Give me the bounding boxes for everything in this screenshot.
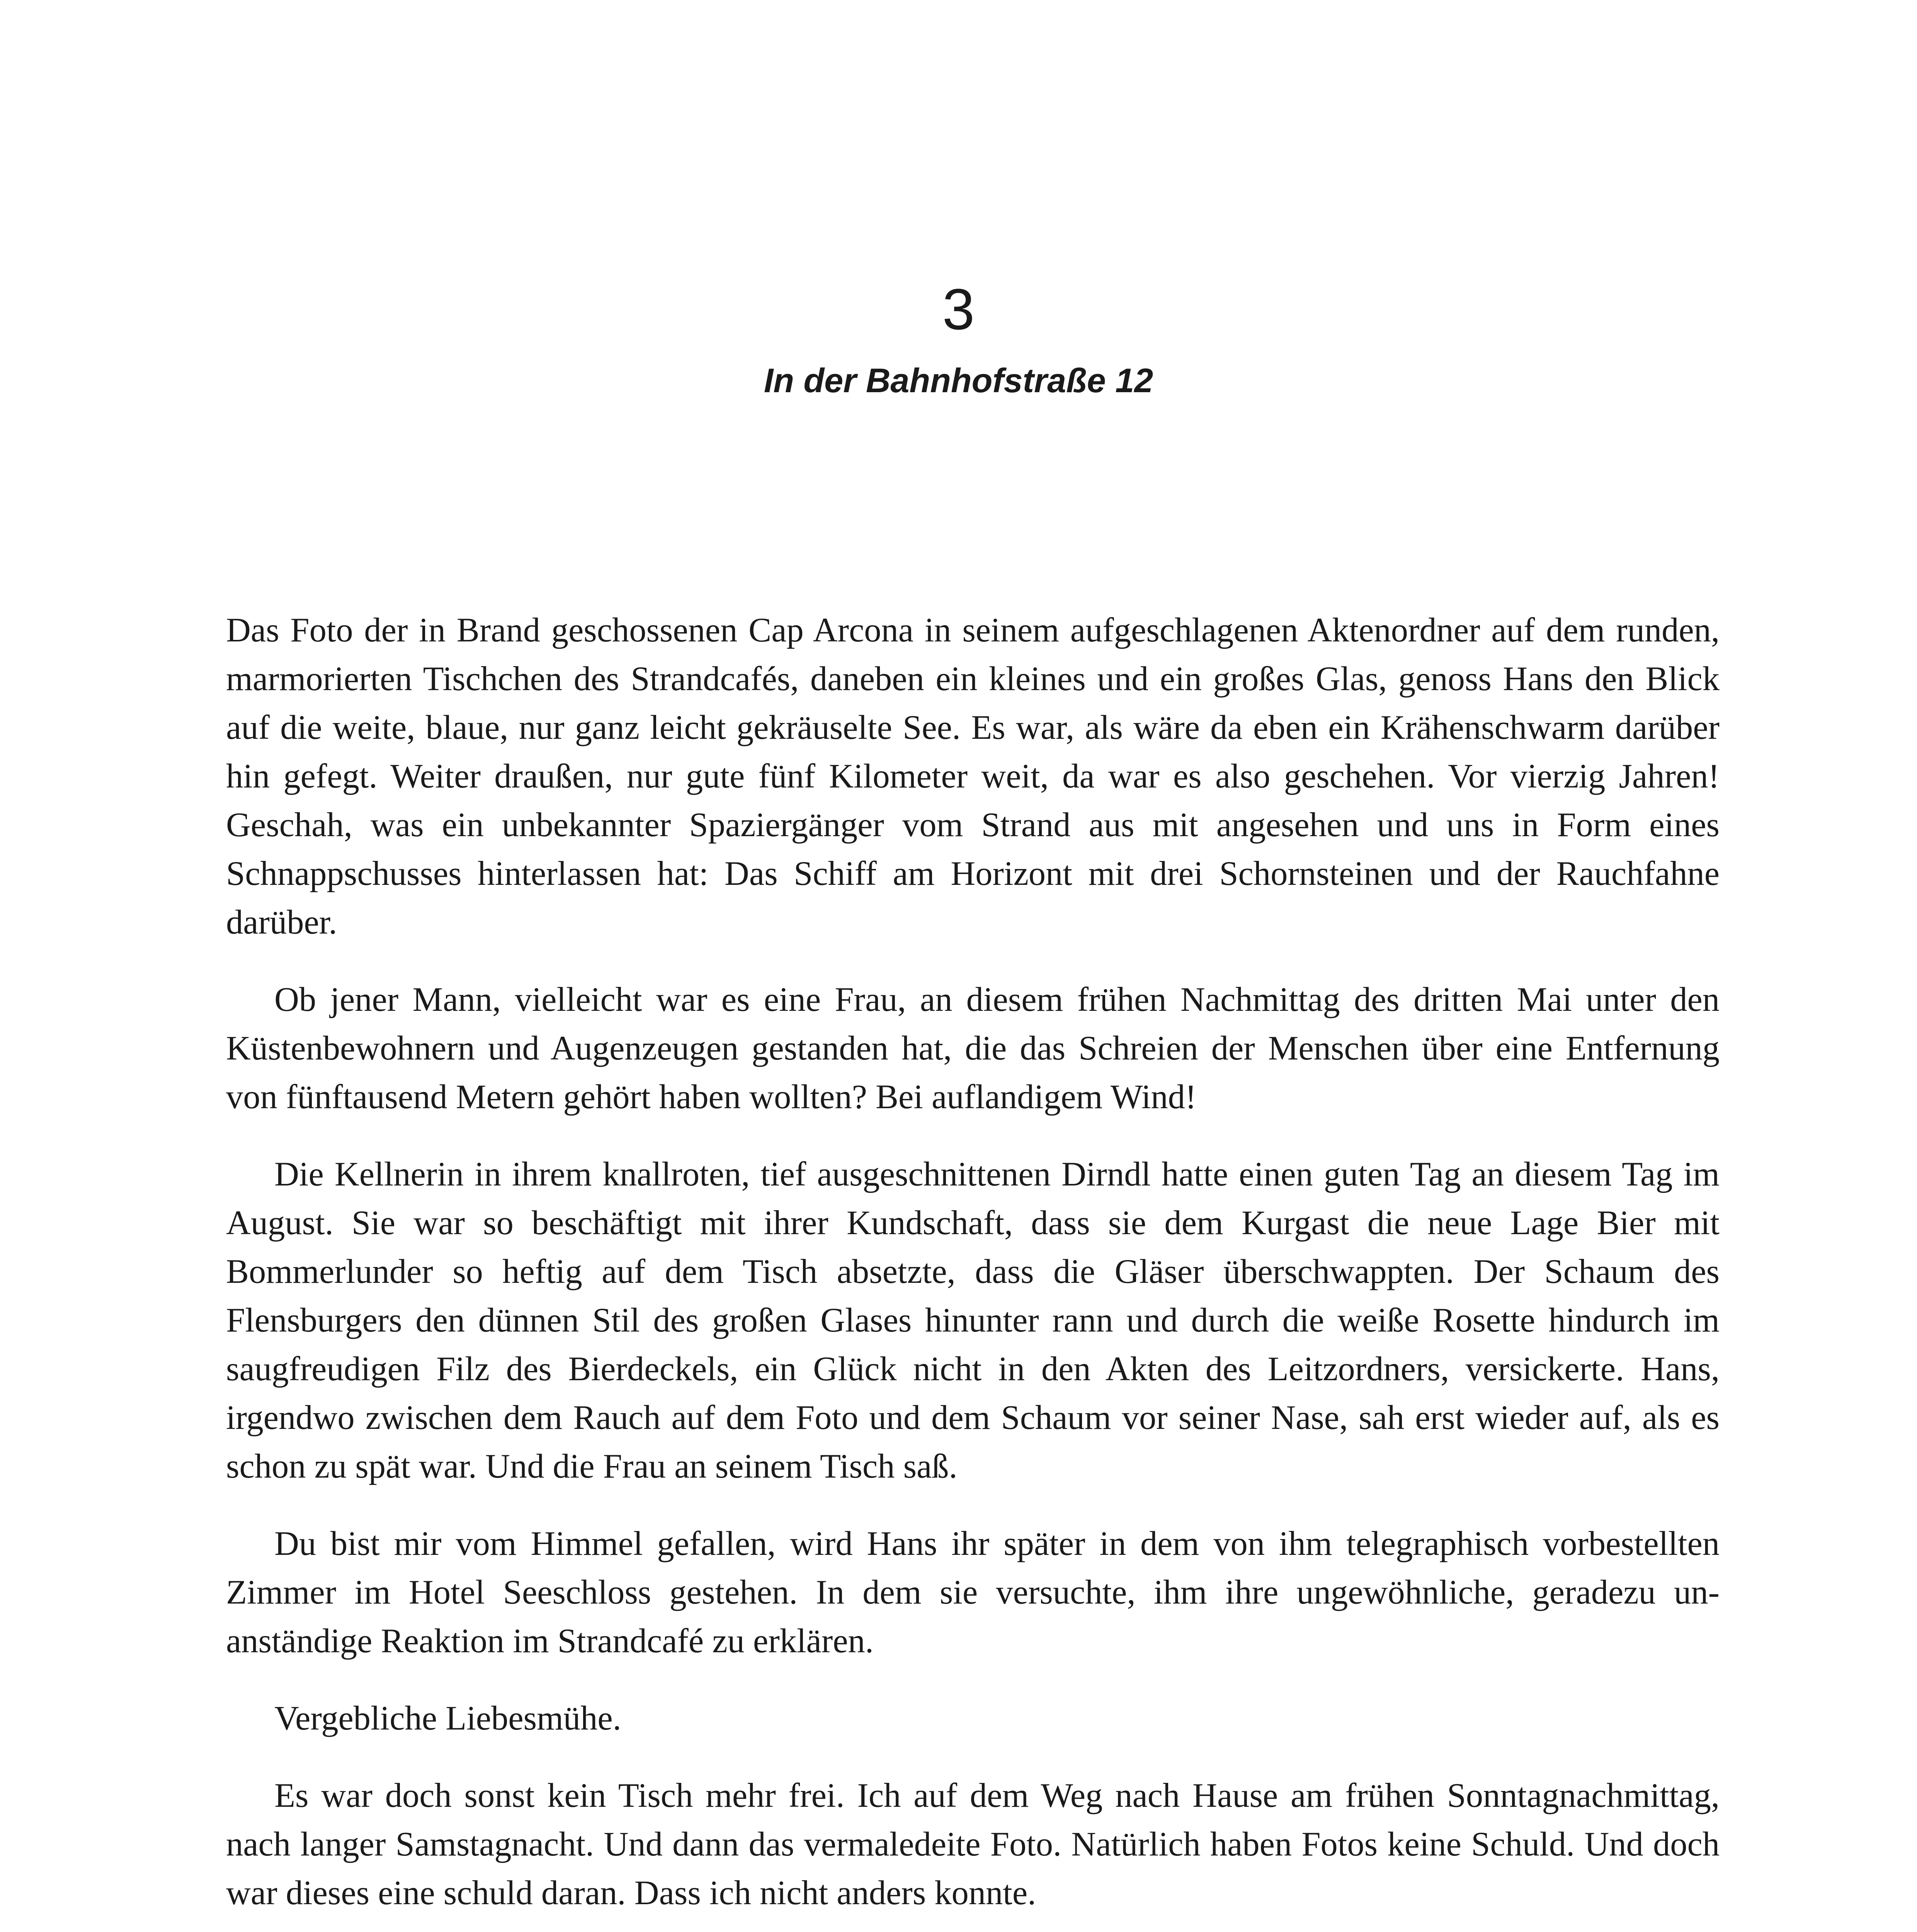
- paragraph: Du bist mir vom Himmel gefallen, wird Hans ihr später in dem von ihm telegraphisch vorbestellten Zimmer im Hotel Seeschloss gestehen. In dem sie versuchte, ihm ihre ungewöhnliche, geradezu unanständige Reaktion im Strandcafé zu erklären.: [226, 1525, 1720, 1660]
- paragraph: Die Kellnerin in ihrem knallroten, tief ausgeschnittenen Dirndl hatte einen guten Tag an diesem Tag im August. Sie war so beschäftigt mit ihrer Kundschaft, dass sie dem Kurgast die neue Lage Bier mit Bommerlunder so heftig auf dem Tisch absetzte, dass die Gläser überschwappten. Der Schaum des Flensburgers den dünnen Stil des großen Glases hinunter rann und durch die weiße Rosette hindurch im saugfreudigen Filz des Bierdeckels, ein Glück nicht in den Akten des Leitzordners, versickerte. Hans, irgendwo zwischen dem Rauch auf dem Foto und dem Schaum vor seiner Nase, sah erst wieder auf, als es schon zu spät war. Und die Frau an seinem Tisch saß.: [226, 1155, 1720, 1485]
- body-text: [226, 606, 1720, 1932]
- paragraph: Ob jener Mann, vielleicht war es eine Frau, an diesem frühen Nachmittag des dritten Mai unter den Küstenbewohnern und Augenzeugen gestanden hat, die das Schreien der Menschen über eine Entfernung von fünftausend Metern gehört haben wollten? Bei auflandigem Wind!: [226, 981, 1720, 1116]
- paragraph: Es war doch sonst kein Tisch mehr frei. Ich auf dem Weg nach Hause am frühen Sonntagnachmittag, nach langer Samstagnacht. Und dann das vermaledeite Foto. Natürlich haben Fotos keine Schuld. Und doch war dieses eine schuld daran. Dass ich nicht anders konnte.: [226, 1777, 1720, 1912]
- paragraph: Das Foto der in Brand geschossenen Cap Arcona in seinem aufgeschlagenen Aktenordner auf dem runden, marmorierten Tischchen des Strandcafés, daneben ein kleines und ein großes Glas, genoss Hans den Blick auf die weite, blaue, nur ganz leicht gekräuselte See. Es war, als wäre da eben ein Krähenschwarm darüber hin gefegt. Weiter draußen, nur gute fünf Kilometer weit, da war es also geschehen. Vor vierzig Jahren! Geschah, was ein unbekannter Spaziergänger vom Strand aus mit angesehen und uns in Form eines Schnappschusses hinterlassen hat: Das Schiff am Horizont mit drei Schornsteinen und der Rauchfahne darüber.: [226, 611, 1720, 941]
- paragraph: Vergebliche Liebesmühe.: [274, 1699, 621, 1737]
- chapter-number: 3: [942, 277, 975, 342]
- chapter-title: In der Bahnhofstraße 12: [764, 361, 1153, 400]
